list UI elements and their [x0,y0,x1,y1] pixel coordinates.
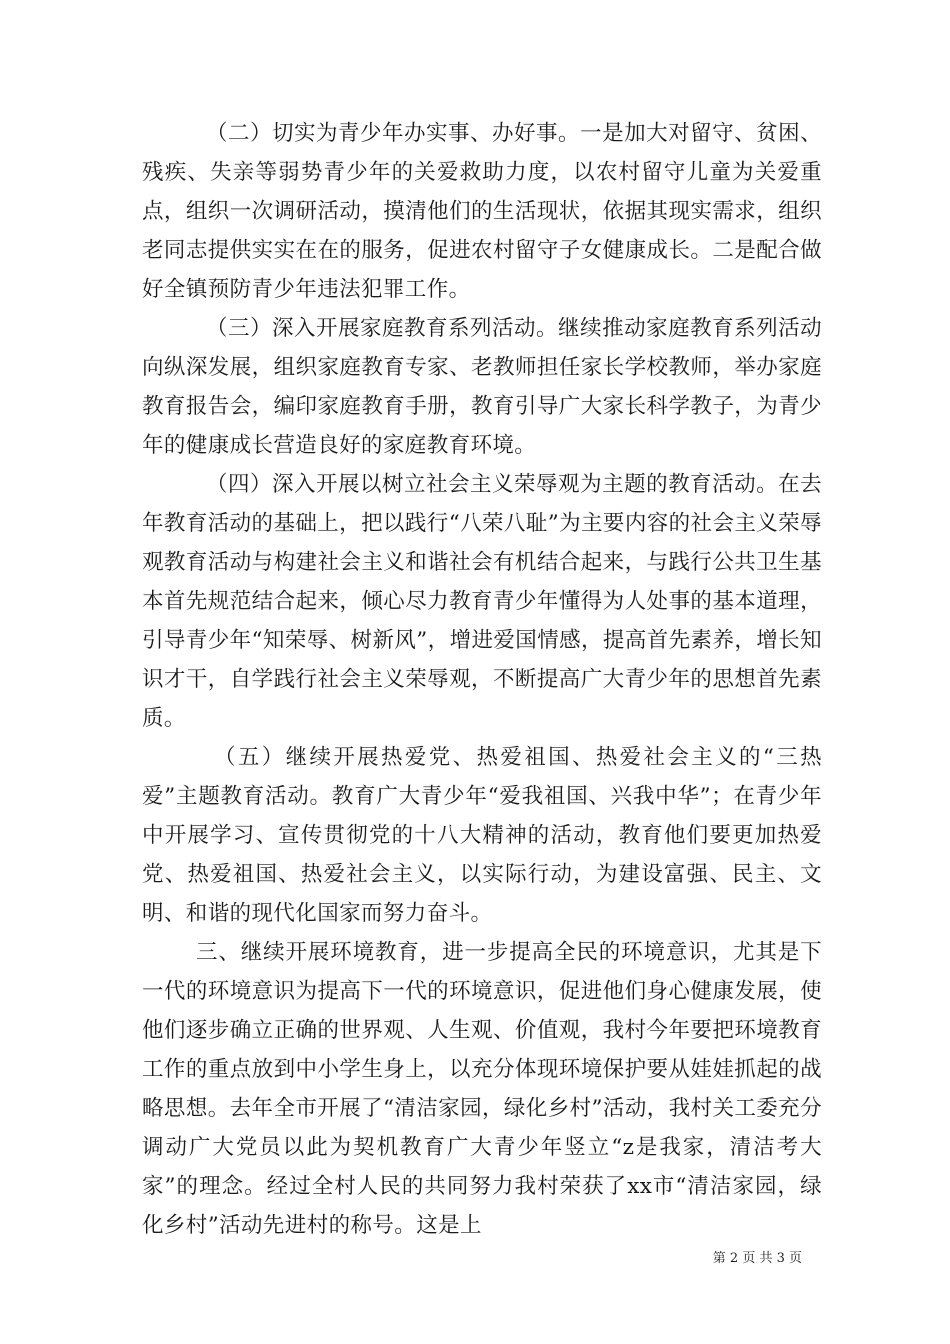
paragraph-section-3: 三、继续开展环境教育，进一步提高全民的环境意识，尤其是下一代的环境意识为提高下一代的环境意识，促进他们身心健康发展，使他们逐步确立正确的世界观、人生观、价值观，我村今年要把环境教育工作的重点放到中小学生身上，以充分体现环境保护要从娃娃抓起的战略思想。去年全市开展了“清洁家园，绿化乡村”活动，我村关工委充分调动广大党员以此为契机教育广大青少年竖立“z是我家，清洁考大家”的理念。经过全村人民的共同努力我村荣获了xx市“清洁家园，绿化乡村”活动先进村的称号。这是上 [142,940,822,1238]
paragraph-5: （五）继续开展热爱党、热爱祖国、热爱社会主义的“三热爱”主题教育活动。教育广大青少年“爱我祖国、兴我中华”；在青少年中开展学习、宣传贯彻党的十八大精神的活动，教育他们要更加热爱党、热爱祖国、热爱社会主义，以实际行动，为建设富强、民主、文明、和谐的现代化国家而努力奋斗。 [142,745,822,926]
paragraph-2: （二）切实为青少年办实事、办好事。一是加大对留守、贫困、残疾、失亲等弱势青少年的关爱救助力度，以农村留守儿童为关爱重点，组织一次调研活动，摸清他们的生活现状，依据其现实需求，组织老同志提供实实在在的服务，促进农村留守子女健康成长。二是配合做好全镇预防青少年违法犯罪工作。 [142,121,822,302]
paragraph-3: （三）深入开展家庭教育系列活动。继续推动家庭教育系列活动向纵深发展，组织家庭教育专家、老教师担任家长学校教师，举办家庭教育报告会，编印家庭教育手册，教育引导广大家长科学教子，为青少年的健康成长营造良好的家庭教育环境。 [142,316,822,458]
page-number: 第 2 页 共 3 页 [712,1251,802,1266]
document-body [142,114,822,1245]
paragraph-4: （四）深入开展以树立社会主义荣辱观为主题的教育活动。在去年教育活动的基础上，把以践行“八荣八耻”为主要内容的社会主义荣辱观教育活动与构建社会主义和谐社会有机结合起来，与践行公共卫生基本首先规范结合起来，倾心尽力教育青少年懂得为人处事的基本道理，引导青少年“知荣辱、树新风”，增进爱国情感，提高首先素养，增长知识才干，自学践行社会主义荣辱观，不断提高广大青少年的思想首先素质。 [142,472,822,731]
